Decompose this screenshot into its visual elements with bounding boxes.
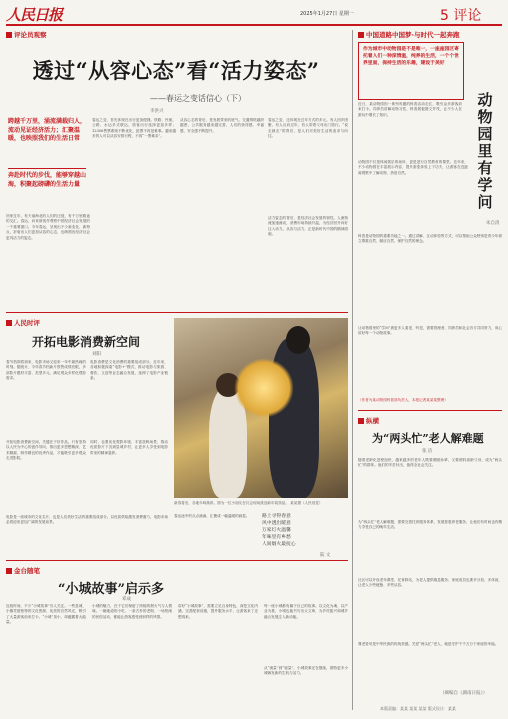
commentary-body-e: 电影是一座城市的文化名片，也是人们美好生活的重要组成部分。以优质供给激发消费潜力，电影市场必将迎来更加广阔的发展前景。 bbox=[6, 515, 168, 525]
perspective-byline: 张 洁 bbox=[422, 449, 433, 454]
commentary-body-a: 春节档即将到来，电影市场又迎来一年中最热闹的时刻。据统计，今年春节档新片预售成绩亮眼，多部影片题材丰富、类型多元，满足观众多样化观影需求。 bbox=[6, 360, 86, 381]
right-footer-note: （作者为某动物园科普部负责人，本报记者某某某整理） bbox=[358, 398, 448, 402]
issue-date: 2025年1月27日 星期一 bbox=[300, 11, 354, 17]
perspective-body-a: 随着老龄化进程加快，越来越多的老年人既要照顾孙辈，又要照料高龄父母，成为“两头忙”的群体。他们的辛苦付出，值得全社会关注。 bbox=[358, 458, 502, 468]
column-label-china-road: 中国道路中国梦·与时代一起奔跑 bbox=[358, 30, 459, 39]
poem-line: 万家灯火温馨 bbox=[262, 528, 291, 533]
label-square-icon bbox=[358, 32, 364, 38]
column-divider bbox=[352, 30, 353, 710]
essay-body-a: 近段时间，不少“小城故事”引人关注。一些县城、小镇凭借独特的文化资源、优美的自然风光，吸引了大量游客前来打卡。“小城”虽小，却蕴藏着大能量。 bbox=[6, 604, 86, 625]
right-body-b: 动物园不仅是休闲娱乐的场所，更是进行自然教育的课堂。近年来，不少动物园在丰富展示内容、提升游览体验上下功夫，让游客在近距离观察中了解动物、热爱自然。 bbox=[358, 160, 468, 175]
quote-box-text: 作为城市中动物园是不是唯一，一座座园区寄托着人们一种深情温，纯养的生活，一个个世界里面，保持生活的乐趣，建设于美好 bbox=[363, 46, 459, 66]
main-body-d: 春运之变，还体现在过年方式的多元。有人回乡团聚，有人反向过年，有人带着父母出门旅行。“说走就走”的背后，是人们对美好生活的追求与向往。 bbox=[268, 118, 348, 139]
photo-figure-head bbox=[286, 326, 310, 354]
quote-box bbox=[358, 42, 464, 100]
section-rule-3 bbox=[358, 410, 502, 411]
perspective-body-b: 为“两头忙”老人解难题，需要完善托育服务体系，发展普惠养老服务，让他们有时间也有精力享受自己的晚年生活。 bbox=[358, 520, 502, 530]
perspective-footer: （摘编自《湖南日报》） bbox=[440, 691, 488, 696]
poem-line: 人间烟火最抚心 bbox=[262, 542, 296, 547]
vertical-title: 动物园里有学问 bbox=[477, 91, 493, 211]
label-square-icon bbox=[358, 418, 364, 424]
column-label-observation: 评论员观察 bbox=[6, 30, 47, 39]
main-subheadline: ——春运之变话信心（下） bbox=[150, 94, 246, 103]
column-label-essay: 金台随笔 bbox=[6, 566, 40, 575]
pull-quote-rule bbox=[8, 168, 86, 169]
main-headline: 透过“从容心态”看“活力姿态” bbox=[32, 58, 320, 83]
photo-lantern bbox=[234, 358, 294, 418]
main-byline: 李洪兴 bbox=[150, 109, 164, 114]
essay-body-b: 小城的魅力，在于它们保留了浓郁的烟火气与人情味。一碗地道的小吃、一条古朴的老街、一场热闹的民俗活动，都能让游客感受到别样的风情。 bbox=[92, 604, 172, 619]
pull-quote-2: 奔赴时代的步伐，能够穿越山海，积聚起磅礴的生活力量 bbox=[8, 172, 87, 188]
section-name: 评论 bbox=[453, 8, 482, 24]
poem-line: 路上寻得春意 bbox=[262, 514, 291, 519]
perspective-body-c: 社区可以开设老年课堂、托育驿站，为老人提供喘息服务；家庭成员也要多分担，多体谅，让老人少些疲惫、多些从容。 bbox=[358, 578, 502, 588]
commentary-body-c: 开拓电影消费新空间，关键在于好作品。只有坚持以人民为中心的创作导向，推出更多思想精深、艺术精湛、制作精良的优秀作品，才能吸引更多观众走进影院。 bbox=[6, 440, 86, 461]
poem-line: 风中透出暖意 bbox=[262, 521, 291, 526]
poem-line: 年味里有乡愁 bbox=[262, 535, 291, 540]
poem-intro: 春运途中的点点滴滴，汇聚成一幅温暖的画卷。 bbox=[174, 514, 250, 518]
main-body-a: 回家过年，有天南海北的人们的迁徙，有千万里路途的交汇。春运，向来被视作观察中国经济社会发展的一个重要窗口。今年春运，呈现出不少新变化、新特点，折射出人们更加从容的心态，也映照出经济社会更具活力的姿态。 bbox=[6, 214, 90, 240]
essay-body-e: 从“流量”到“留量”，小城故事还在继续，期待更多小城焕发新的生机与活力。 bbox=[264, 666, 348, 676]
essay-body-d: 每一座小城都有属于自己的故事。以文化为魂、以产业为基，小城也能书写出大文章，为乡村振兴和城乡融合发展注入新动能。 bbox=[264, 604, 348, 619]
commentary-body-d: 同时，也要优化观影环境，丰富放映场景，推动优质影片下沉到县城乡村，让更多人享受到电影带来的精神滋养。 bbox=[90, 440, 168, 455]
page-number-section bbox=[440, 5, 481, 25]
column-label-commentary: 人民时评 bbox=[6, 318, 40, 327]
news-photo bbox=[174, 318, 348, 498]
poem-byline: 陆 文 bbox=[320, 553, 331, 558]
poem-box bbox=[262, 513, 348, 548]
photo-credit: 某某摄（人民视觉） bbox=[290, 501, 323, 505]
essay-body-c: 讲好“小城故事”，需要立足自身特色，深挖文化内涵，完善配套设施，提升服务水平，让游客来了还想再来。 bbox=[178, 604, 258, 619]
right-body-d: 让动物园里的“学问”被更多人看见、听见，需要管理者、饲养员和社会各方共同努力，用心讲好每一个动物故事。 bbox=[358, 326, 502, 336]
perspective-body-d: 尊老爱幼是中华民族的传统美德。关爱“两头忙”老人，就是守护千千万万个家庭的幸福。 bbox=[358, 642, 499, 646]
masthead: 人民日报 bbox=[6, 6, 63, 24]
right-top-byline: 朱自清 bbox=[486, 221, 500, 226]
main-body-e: 活力姿态的背后，是经济社会发展的韧性。人流物流加速流动，消费市场持续升温，为经济回升向好注入动力。从容与活力，正是新时代中国的精神面貌。 bbox=[268, 216, 348, 237]
essay-byline: 邓成 bbox=[122, 597, 131, 602]
essay-headline: “小城故事”启示多 bbox=[58, 582, 164, 597]
photo-caption: 新春将至，各地年味渐浓。图为一位小朋友在灯会现场挑选新年装饰品。 某某摄（人民视觉） bbox=[174, 501, 323, 505]
commentary-headline: 开拓电影消费新空间 bbox=[32, 335, 141, 349]
section-rule-1 bbox=[6, 312, 348, 313]
label-square-icon bbox=[6, 320, 12, 326]
pull-quote-1: 跨越千万里，涌流满载归人，流动见证经济活力；汇聚温暖，也映照我们的生活日常 bbox=[8, 118, 87, 142]
label-square-icon bbox=[6, 32, 12, 38]
section-rule-2 bbox=[6, 560, 348, 561]
right-body-c: 科普是动物园的重要功能之一。通过讲解、互动体验等方式，可以帮助公众特别是青少年树立尊重自然、顺应自然、保护自然的理念。 bbox=[358, 234, 502, 244]
main-body-b: 春运之变，首先体现在出行更加便捷。铁路、民航、公路、水运多式联运，旅客出行选择更加多样；12306售票系统不断优化，抢票不再是难事。越来越多的人可以从容安排行程，不再“一票难求”。 bbox=[92, 118, 176, 139]
main-body-c: 从容心态的背后，是发展带来的底气。交通网络越织越密，公共服务越来越完善，人们的获得感、幸福感、安全感不断提升。 bbox=[180, 118, 264, 133]
header-rule bbox=[6, 24, 502, 26]
page-number: 5 bbox=[440, 8, 449, 24]
right-body-a: 近日，某动物园因一系列有趣的科普活动走红，吸引众多游客前来打卡。饲养员讲解动物习性，科普展板图文并茂，让不少人在游玩中增长了知识。 bbox=[358, 102, 462, 117]
commentary-body-b: 电影消费是文化消费的重要组成部分。近年来，各地积极探索“电影+”模式，推动电影与旅游、餐饮、文创等业态融合发展，延伸了电影产业链条。 bbox=[90, 360, 168, 381]
page-footer-credits: 本版责编：某某 某某 某某 版式设计：某某 bbox=[380, 706, 456, 711]
perspective-headline: 为“两头忙”老人解难题 bbox=[372, 432, 484, 445]
label-square-icon bbox=[6, 568, 12, 574]
column-label-perspective: 纵横 bbox=[358, 416, 379, 425]
commentary-byline: 刘阳 bbox=[92, 352, 101, 357]
